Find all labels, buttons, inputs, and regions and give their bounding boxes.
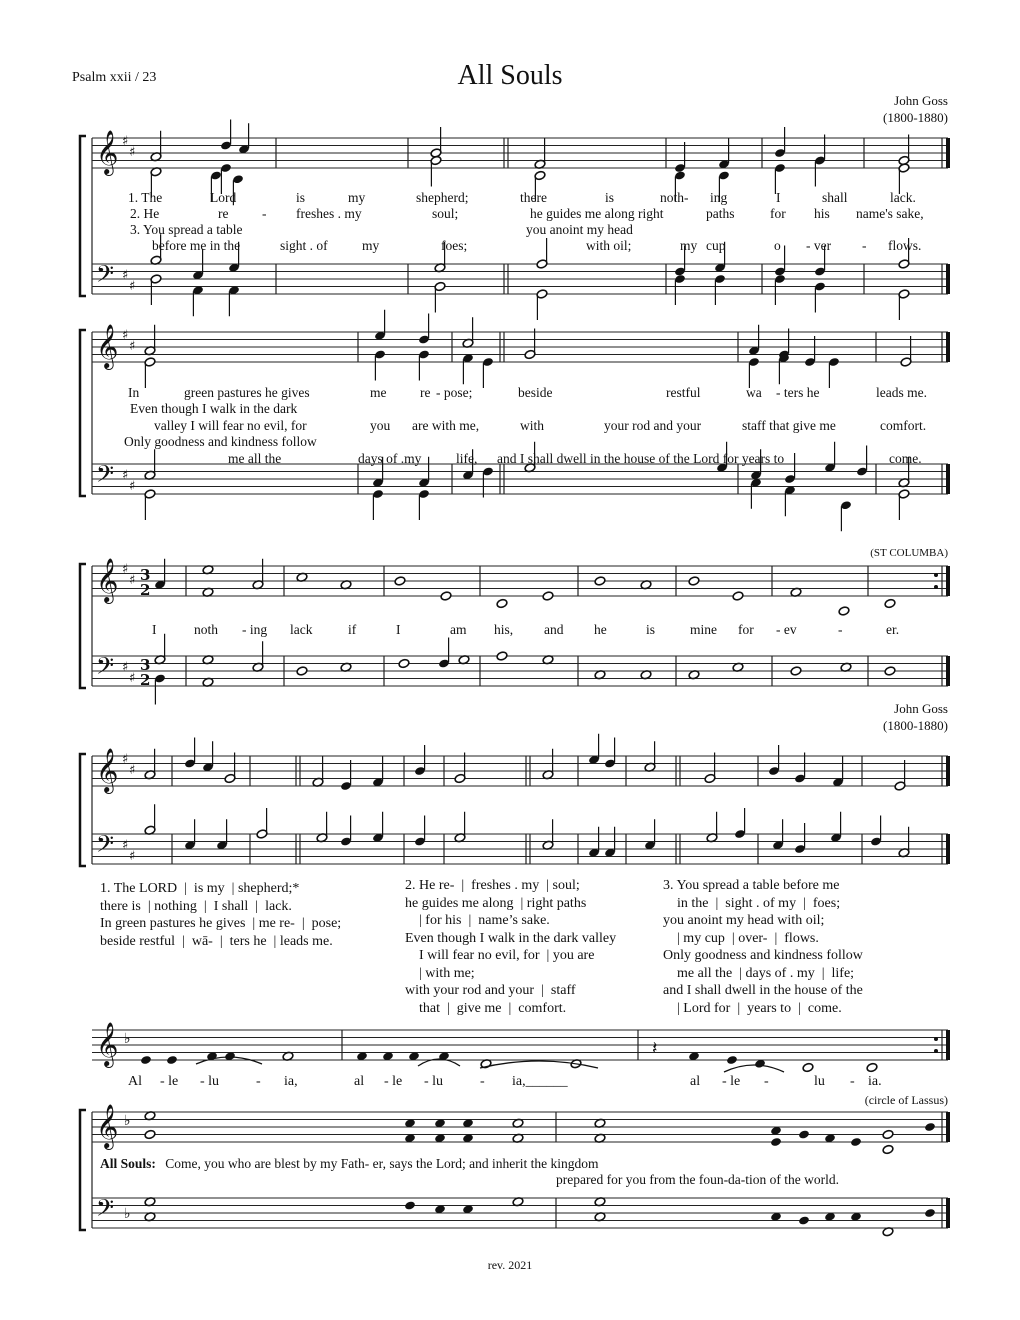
lyric-syllable: - xyxy=(850,1074,855,1089)
lyric-syllable: re xyxy=(420,385,431,400)
note-head xyxy=(542,591,554,601)
lyric-syllable: lack xyxy=(290,622,313,637)
lyric-syllable: - ver xyxy=(806,238,832,253)
lyric-syllable: sight . of xyxy=(280,238,328,253)
note-head xyxy=(594,576,606,586)
lyric-syllable: - xyxy=(262,206,267,221)
lyric-syllable: 2. He xyxy=(130,206,160,221)
lyric-syllable: days of .my xyxy=(358,451,422,466)
treble-clef: 𝄞 xyxy=(96,1022,119,1066)
lyric-syllable: my xyxy=(348,190,366,205)
lyric-syllable: he xyxy=(594,622,607,637)
lyric-syllable: is xyxy=(646,622,656,637)
composer-credit-2 xyxy=(883,700,948,734)
lyric-syllable: for xyxy=(738,622,754,637)
system-bracket xyxy=(80,330,86,496)
lyric-syllable: with oil; xyxy=(586,238,632,253)
lyric-syllable: - xyxy=(480,1074,485,1089)
chant-verse1: 1. The LORD | is my | shepherd;* there is | nothing | I shall | lack. In green pastures he gives | me re- | pose; beside restful | wā- | ters he | leads me. xyxy=(100,881,342,949)
lyric-syllable: leads me. xyxy=(876,385,927,400)
hymn-title: All Souls xyxy=(457,60,563,91)
note-head xyxy=(924,1208,936,1218)
time-signature: 2 xyxy=(140,581,151,599)
lyric-line: you anoint my head xyxy=(526,222,633,237)
psalm-reference: Psalm xxii / 23 xyxy=(72,70,157,85)
note-head xyxy=(884,598,896,608)
lyric-syllable: - ing xyxy=(242,622,268,637)
note-head xyxy=(140,1055,152,1065)
lyric-syllable: if xyxy=(348,622,357,637)
antiphon-line1 xyxy=(100,1156,599,1172)
key-signature: ♯ xyxy=(129,145,136,160)
lyric-syllable: before me in the xyxy=(152,238,241,253)
lyric-syllable: al xyxy=(690,1074,701,1089)
lyric-syllable: ing xyxy=(710,190,728,205)
lyric-syllable: - le xyxy=(722,1074,741,1089)
lyric-syllable: valley I will fear no evil, for xyxy=(154,418,307,433)
note-head xyxy=(882,1129,894,1139)
system-bracket xyxy=(80,136,86,296)
key-signature: ♯ xyxy=(122,752,129,767)
lyric-syllable: there xyxy=(520,190,547,205)
composer-name: John Goss xyxy=(894,93,948,108)
lyric-syllable: name's sake, xyxy=(856,206,924,221)
repeat-dot xyxy=(934,585,938,589)
note-head xyxy=(838,606,850,616)
system-bracket xyxy=(80,564,86,688)
lyric-syllable: - xyxy=(838,622,843,637)
lyric-syllable: he guides me along right xyxy=(530,206,664,221)
revision-note: rev. 2021 xyxy=(487,1258,533,1272)
lyric-syllable: his, xyxy=(494,622,514,637)
time-signature: 2 xyxy=(140,671,151,689)
bass-clef: 𝄢 xyxy=(96,460,115,493)
lyric-syllable: shepherd; xyxy=(416,190,469,205)
lyric-syllable: come. xyxy=(889,451,922,466)
note-head xyxy=(726,1055,738,1065)
note-head xyxy=(866,1062,878,1072)
lyric-syllable: for xyxy=(770,206,786,221)
lyric-line: Even though I walk in the dark xyxy=(130,401,298,416)
lyric-syllable: freshes . my xyxy=(296,206,362,221)
lyric-syllable: your rod and your xyxy=(604,418,702,433)
lyric-syllable: me xyxy=(370,385,387,400)
note-head xyxy=(790,666,802,676)
lyric-syllable: beside xyxy=(518,385,553,400)
composer-name: John Goss xyxy=(894,701,948,716)
lyric-syllable: and xyxy=(544,622,564,637)
tune-name: (ST COLUMBA) xyxy=(870,547,948,559)
lyric-syllable: o xyxy=(774,238,781,253)
key-signature: ♯ xyxy=(129,573,136,588)
lyric-syllable: flows. xyxy=(888,238,922,253)
lyric-syllable: foes; xyxy=(441,238,468,253)
note-head xyxy=(394,576,406,586)
antiphon-line2: prepared for you from the foun-da-tion of the world. xyxy=(556,1172,840,1187)
time-signature: 3 xyxy=(140,566,151,584)
lyric-syllable: restful xyxy=(666,385,701,400)
lyric-syllable: is xyxy=(605,190,615,205)
treble-clef: 𝄞 xyxy=(96,130,119,174)
key-signature: ♯ xyxy=(129,479,136,494)
note-head xyxy=(496,598,508,608)
note-head xyxy=(798,1129,810,1139)
treble-clef: 𝄞 xyxy=(96,1104,119,1148)
antiphon-text: Come, you who are blest by my Fath- er, says the Lord; and inherit the kingdom xyxy=(165,1156,599,1171)
key-signature: ♯ xyxy=(129,763,136,778)
lyric-syllable: - lu xyxy=(200,1074,220,1089)
key-signature: ♯ xyxy=(122,328,129,343)
key-signature: ♯ xyxy=(122,134,129,149)
note-head xyxy=(798,1215,810,1225)
slur xyxy=(724,1065,784,1072)
note-head xyxy=(802,1062,814,1072)
note-head xyxy=(296,666,308,676)
repeat-dot xyxy=(934,1037,938,1041)
lyric-line: Only goodness and kindness follow xyxy=(124,434,317,449)
repeat-dot xyxy=(934,573,938,577)
key-signature: ♯ xyxy=(129,339,136,354)
lyric-syllable: you xyxy=(370,418,391,433)
note-head xyxy=(884,666,896,676)
bass-clef: 𝄢 xyxy=(96,830,115,863)
note-head xyxy=(732,591,744,601)
note-head xyxy=(398,658,410,668)
lyric-syllable: soul; xyxy=(432,206,459,221)
antiphon-label: All Souls: xyxy=(100,1156,156,1171)
lyric-syllable: my xyxy=(362,238,380,253)
lyric-syllable: re xyxy=(218,206,229,221)
rest: 𝄽 xyxy=(652,1038,658,1059)
key-signature: ♯ xyxy=(122,660,129,675)
composer-dates: (1800-1880) xyxy=(883,718,948,733)
lyric-syllable: - xyxy=(256,1074,261,1089)
lyric-syllable: noth- xyxy=(660,190,689,205)
lyric-syllable: - ev xyxy=(776,622,797,637)
lyric-syllable: Lord xyxy=(210,190,237,205)
lyric-syllable: - xyxy=(862,238,867,253)
key-signature: ♯ xyxy=(129,849,136,864)
lyric-syllable: lack. xyxy=(890,190,916,205)
lyric-syllable: staff that give me xyxy=(742,418,836,433)
lyric-syllable: me all the xyxy=(228,451,282,466)
chant-verse2: 2. He re- | freshes . my | soul; he guides me along | right paths | for his | name’s sake. Even though I walk in the dark valley I will fear no evil, for | you are | with me; with your rod and your | staff that | give me | comfort. xyxy=(405,878,617,1016)
key-signature: ♯ xyxy=(122,838,129,853)
lyric-syllable: shall xyxy=(822,190,848,205)
lyric-syllable: 1. The xyxy=(128,190,163,205)
system-bracket xyxy=(80,754,86,866)
note-head xyxy=(144,1129,156,1139)
lyric-syllable: wa xyxy=(746,385,762,400)
lyric-syllable: ia. xyxy=(868,1074,882,1089)
key-signature: ♯ xyxy=(122,562,129,577)
lyric-syllable: am xyxy=(450,622,467,637)
lyric-syllable: - ters he xyxy=(776,385,820,400)
alleluia-source: (circle of Lassus) xyxy=(864,1093,948,1107)
note-head xyxy=(924,1122,936,1132)
key-signature: ♯ xyxy=(129,279,136,294)
note-head xyxy=(882,1144,894,1154)
lyric-syllable: are with me, xyxy=(412,418,480,433)
note-head xyxy=(770,1137,782,1147)
lyric-syllable: lu xyxy=(814,1074,825,1089)
lyric-syllable: paths xyxy=(706,206,735,221)
lyric-syllable: ia,______ xyxy=(512,1074,568,1089)
treble-clef: 𝄞 xyxy=(96,748,119,792)
lyric-syllable: and I shall dwell in the house of the Lord for years to xyxy=(497,451,785,466)
note-head xyxy=(688,576,700,586)
bass-clef: 𝄢 xyxy=(96,260,115,293)
note-head xyxy=(496,651,508,661)
note-head xyxy=(850,1137,862,1147)
treble-clef: 𝄞 xyxy=(96,558,119,602)
lyric-syllable: life, xyxy=(456,451,478,466)
lyric-syllable: with xyxy=(520,418,545,433)
key-signature: ♯ xyxy=(122,468,129,483)
lyric-syllable: - le xyxy=(160,1074,179,1089)
treble-clef: 𝄞 xyxy=(96,324,119,368)
lyric-syllable: - pose; xyxy=(436,385,473,400)
key-signature: ♭ xyxy=(124,1113,131,1129)
lyric-syllable: cup xyxy=(706,238,726,253)
note-head xyxy=(404,1200,416,1210)
lyric-syllable: green pastures he gives xyxy=(184,385,310,400)
lyric-syllable: I xyxy=(396,622,401,637)
lyric-syllable: his xyxy=(814,206,830,221)
lyric-syllable: - xyxy=(764,1074,769,1089)
key-signature: ♭ xyxy=(124,1031,131,1047)
lyric-syllable: noth xyxy=(194,622,219,637)
lyric-syllable: - lu xyxy=(424,1074,444,1089)
lyric-syllable: comfort. xyxy=(880,418,927,433)
lyric-syllable: ia, xyxy=(284,1074,298,1089)
bass-clef: 𝄢 xyxy=(96,1194,115,1227)
lyric-syllable: mine xyxy=(690,622,717,637)
bass-clef: 𝄢 xyxy=(96,652,115,685)
lyric-syllable: In xyxy=(128,385,140,400)
lyric-syllable: my xyxy=(680,238,698,253)
note-head xyxy=(440,591,452,601)
lyric-line: 3. You spread a table xyxy=(130,222,243,237)
key-signature: ♯ xyxy=(129,671,136,686)
lyric-syllable: - le xyxy=(384,1074,403,1089)
lyric-syllable: is xyxy=(296,190,306,205)
lyric-syllable: I xyxy=(152,622,157,637)
repeat-dot xyxy=(934,1049,938,1053)
time-signature: 3 xyxy=(140,656,151,674)
lyric-syllable: al xyxy=(354,1074,365,1089)
note-head xyxy=(166,1055,178,1065)
lyric-syllable: er. xyxy=(886,622,900,637)
composer-dates: (1800-1880) xyxy=(883,110,948,125)
system-bracket xyxy=(80,1110,86,1230)
chant-verse3: 3. You spread a table before me in the | sight . of my | foes; you anoint my head with oil; | my cup | over- | flows. Only goodness and kindness follow me all the | days of . my | life; and I shall dwell in the house of the | Lord for | years to | come. xyxy=(663,878,863,1016)
lyric-syllable: I xyxy=(776,190,781,205)
key-signature: ♭ xyxy=(124,1206,131,1222)
key-signature: ♯ xyxy=(122,268,129,283)
lyric-syllable: Al xyxy=(128,1074,142,1089)
